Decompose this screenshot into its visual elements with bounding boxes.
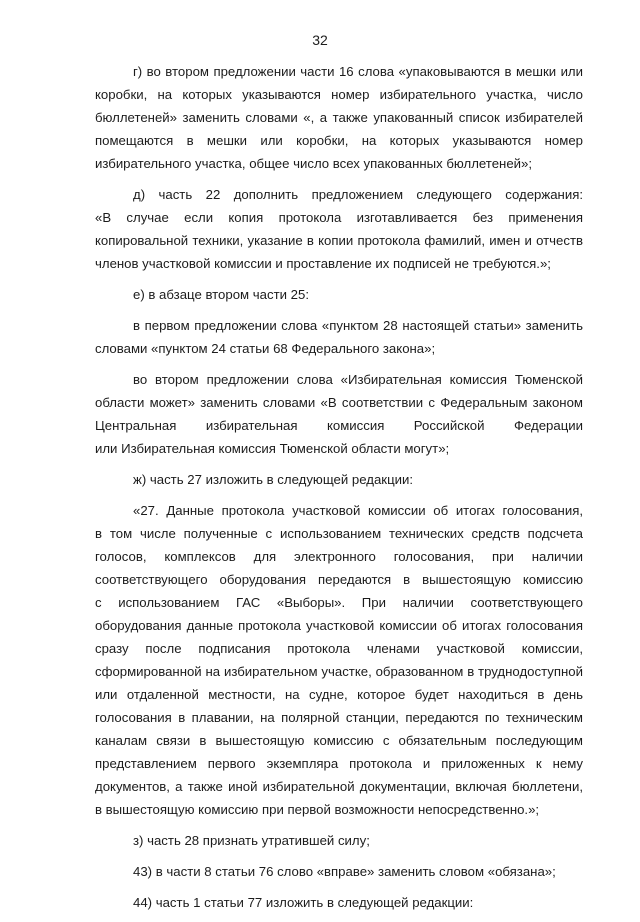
text-line: бюллетеней» заменить словами «, а также упакованный список избирателей [95, 110, 583, 125]
text-line: избирательного участка, общее число всех упакованных бюллетеней»; [95, 156, 533, 171]
text-line: в первом предложении слова «пунктом 28 настоящей статьи» заменить [133, 318, 583, 333]
paragraph [95, 860, 583, 883]
text-line: коробки, на которых указываются номер избирательного участка, число [95, 87, 583, 102]
text-line: «В случае если копия протокола изготавливается без применения [95, 210, 583, 225]
text-line: голосов, комплексов для электронного голосования, при наличии [95, 549, 583, 564]
text-line: или Избирательная комиссия Тюменской области могут»; [95, 441, 450, 456]
text-line: словами «пунктом 24 статьи 68 Федерального закона»; [95, 341, 436, 356]
paragraph [95, 468, 583, 491]
text-line: сформированной на избирательном участке, образованном в труднодоступной [95, 664, 583, 679]
paragraph [95, 891, 583, 914]
text-line: 44) часть 1 статьи 77 изложить в следующей редакции: [133, 895, 474, 910]
text-line: документов, а также иной избирательной документации, включая бюллетени, [95, 779, 583, 794]
page-number: 32 [312, 32, 328, 48]
text-line: оборудования данные протокола участковой комиссии об итогах голосования [95, 618, 583, 633]
text-line: г) во втором предложении части 16 слова «упаковываются в мешки или [133, 64, 583, 79]
text-line: е) в абзаце втором части 25: [133, 287, 309, 302]
text-line: соответствующего оборудования передаются в вышестоящую комиссию [95, 572, 583, 587]
paragraph [95, 314, 583, 360]
text-line: представлением первого экземпляра протокола и приложенных к нему [95, 756, 583, 771]
text-line: голосования в плавании, на полярной станции, передаются по техническим [95, 710, 583, 725]
text-line: д) часть 22 дополнить предложением следующего содержания: [133, 187, 583, 202]
text-line: сразу после подписания протокола членами участковой комиссии, [95, 641, 583, 656]
text-line: помещаются в мешки или коробки, на которых указываются номер [95, 133, 583, 148]
text-line: с использованием ГАС «Выборы». При наличии соответствующего [95, 595, 583, 610]
text-line: во втором предложении слова «Избирательная комиссия Тюменской [133, 372, 583, 387]
text-line: или отдаленной местности, на судне, которое будет находиться в день [95, 687, 583, 702]
text-line: копировальной техники, указание в копии протокола фамилий, имен и отчеств [95, 233, 583, 248]
paragraph [95, 368, 583, 460]
paragraph [95, 183, 583, 275]
text-line: каналам связи в вышестоящую комиссию с обязательным последующим [95, 733, 583, 748]
paragraph [95, 499, 583, 821]
paragraph [95, 60, 583, 175]
paragraph [95, 829, 583, 852]
text-line: области может» заменить словами «В соответствии с Федеральным законом [95, 395, 583, 410]
text-line: членов участковой комиссии и проставление их подписей не требуются.»; [95, 256, 551, 271]
document-body [95, 60, 583, 922]
text-line: ж) часть 27 изложить в следующей редакции: [133, 472, 414, 487]
text-line: Центральная избирательная комиссия Российской Федерации [95, 418, 583, 433]
text-line: в том числе полученные с использованием технических средств подсчета [95, 526, 583, 541]
paragraph [95, 283, 583, 306]
text-line: «27. Данные протокола участковой комиссии об итогах голосования, [133, 503, 583, 518]
text-line: 43) в части 8 статьи 76 слово «вправе» заменить словом «обязана»; [133, 864, 556, 879]
text-line: з) часть 28 признать утратившей силу; [133, 833, 370, 848]
text-line: в вышестоящую комиссию при первой возможности непосредственно.»; [95, 802, 540, 817]
